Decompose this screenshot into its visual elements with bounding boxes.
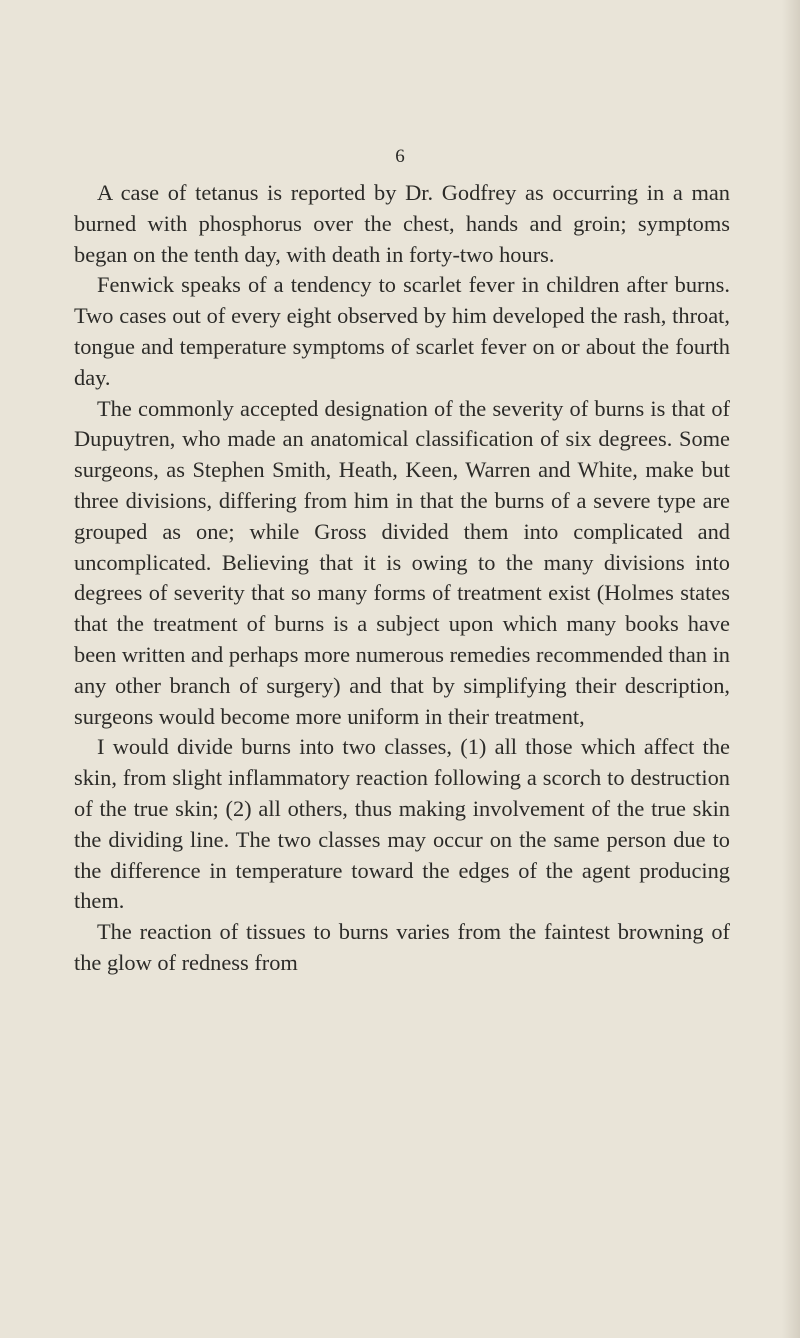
page-number: 6 — [395, 146, 405, 167]
paragraph-scarlet-fever: Fenwick speaks of a tendency to scarlet fever in children after burns. Two cases out of every eight observed by him developed the rash, throat, tongue and temperature symptoms of scarlet fever on or about the fourth day. — [74, 272, 730, 390]
paragraph-tissue-reaction: The reaction of tissues to burns varies from the faintest browning of the glow of redness from — [74, 919, 730, 975]
body-text — [74, 178, 730, 979]
page-edge-shadow — [782, 0, 800, 1338]
paragraph-two-classes: I would divide burns into two classes, (1) all those which affect the skin, from slight inflammatory reaction following a scorch to destruction of the true skin; (2) all others, thus making involvement of the true skin the dividing line. The two classes may occur on the same person due to the difference in temperature toward the edges of the agent producing them. — [74, 734, 730, 914]
paragraph-tetanus-case: A case of tetanus is reported by Dr. Godfrey as occurring in a man burned with phosphorus over the chest, hands and groin; symptoms began on the tenth day, with death in forty-two hours. — [74, 180, 730, 267]
paragraph-classification: The commonly accepted designation of the severity of burns is that of Dupuytren, who made an anatomical classification of six degrees. Some surgeons, as Stephen Smith, Heath, Keen, Warren and White, make but three divisions, differing from him in that the burns of a severe type are grouped as one; while Gross divided them into complicated and uncomplicated. Believing that it is owing to the many divisions into degrees of severity that so many forms of treatment exist (Holmes states that the treatment of burns is a subject upon which many books have been written and perhaps more numerous remedies recommended than in any other branch of surgery) and that by simplifying their description, surgeons would become more uniform in their treatment, — [74, 395, 730, 729]
